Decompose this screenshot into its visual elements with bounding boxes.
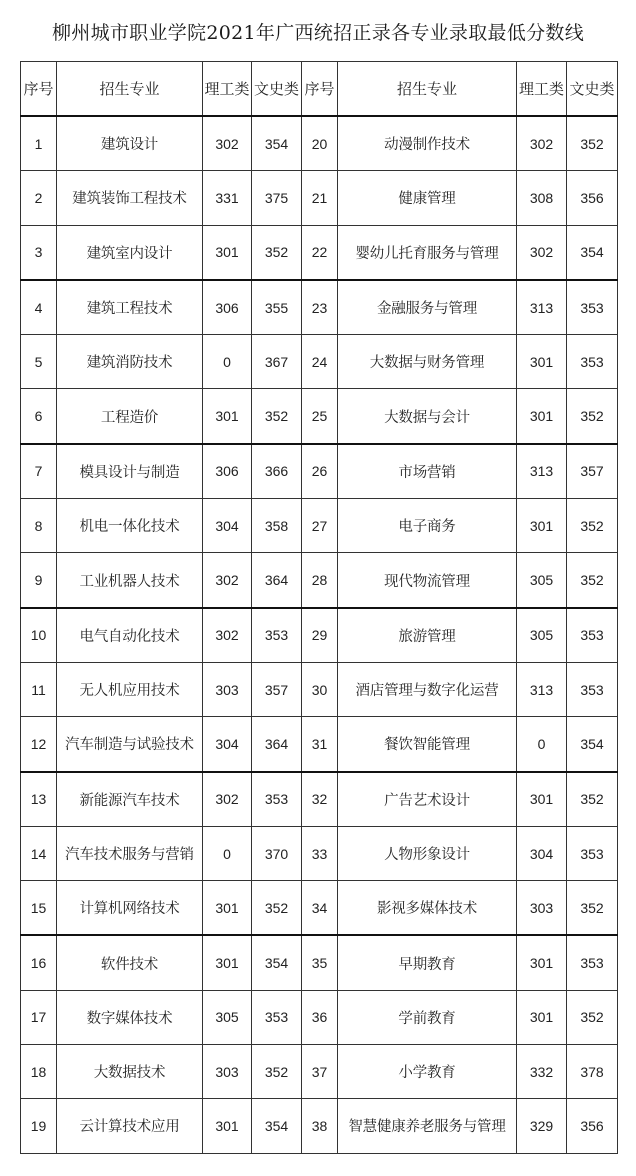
right-major-cell: 小学教育 <box>338 1045 517 1099</box>
admission-score-table <box>20 61 618 1154</box>
right-seq-cell: 25 <box>302 389 338 444</box>
left-major-cell: 模具设计与制造 <box>57 444 203 499</box>
right-arts-cell: 352 <box>567 553 618 608</box>
left-science-cell: 306 <box>203 280 252 335</box>
right-arts-cell: 353 <box>567 935 618 990</box>
right-arts-cell: 353 <box>567 826 618 880</box>
left-arts-cell: 366 <box>252 444 302 499</box>
table-row <box>21 225 618 280</box>
table-row <box>21 389 618 444</box>
header-arts-left: 文史类 <box>252 62 302 117</box>
table-row <box>21 280 618 335</box>
table-row <box>21 444 618 499</box>
right-major-cell: 旅游管理 <box>338 608 517 663</box>
right-seq-cell: 35 <box>302 935 338 990</box>
header-major-right: 招生专业 <box>338 62 517 117</box>
left-arts-cell: 353 <box>252 772 302 827</box>
left-major-cell: 建筑消防技术 <box>57 335 203 389</box>
left-seq-cell: 4 <box>21 280 57 335</box>
right-major-cell: 智慧健康养老服务与管理 <box>338 1099 517 1153</box>
left-seq-cell: 1 <box>21 116 57 171</box>
right-arts-cell: 354 <box>567 717 618 772</box>
right-seq-cell: 33 <box>302 826 338 880</box>
right-science-cell: 301 <box>517 772 567 827</box>
left-arts-cell: 354 <box>252 116 302 171</box>
left-science-cell: 301 <box>203 1099 252 1153</box>
right-seq-cell: 27 <box>302 499 338 553</box>
right-seq-cell: 36 <box>302 990 338 1044</box>
header-science-right: 理工类 <box>517 62 567 117</box>
table-body <box>21 116 618 1153</box>
left-major-cell: 软件技术 <box>57 935 203 990</box>
left-arts-cell: 367 <box>252 335 302 389</box>
left-major-cell: 计算机网络技术 <box>57 881 203 936</box>
right-major-cell: 广告艺术设计 <box>338 772 517 827</box>
right-arts-cell: 356 <box>567 171 618 225</box>
table-row <box>21 116 618 171</box>
left-seq-cell: 14 <box>21 826 57 880</box>
left-arts-cell: 354 <box>252 1099 302 1153</box>
table-header-row <box>21 62 618 117</box>
table-row <box>21 935 618 990</box>
left-arts-cell: 357 <box>252 662 302 716</box>
left-major-cell: 新能源汽车技术 <box>57 772 203 827</box>
left-seq-cell: 12 <box>21 717 57 772</box>
left-seq-cell: 8 <box>21 499 57 553</box>
right-science-cell: 305 <box>517 608 567 663</box>
left-major-cell: 建筑室内设计 <box>57 225 203 280</box>
right-science-cell: 304 <box>517 826 567 880</box>
left-arts-cell: 370 <box>252 826 302 880</box>
left-major-cell: 汽车技术服务与营销 <box>57 826 203 880</box>
right-science-cell: 301 <box>517 499 567 553</box>
left-seq-cell: 9 <box>21 553 57 608</box>
left-science-cell: 306 <box>203 444 252 499</box>
right-major-cell: 大数据与会计 <box>338 389 517 444</box>
left-seq-cell: 13 <box>21 772 57 827</box>
right-major-cell: 影视多媒体技术 <box>338 881 517 936</box>
table-row <box>21 772 618 827</box>
left-arts-cell: 353 <box>252 608 302 663</box>
right-science-cell: 305 <box>517 553 567 608</box>
right-seq-cell: 30 <box>302 662 338 716</box>
table-row <box>21 499 618 553</box>
right-arts-cell: 357 <box>567 444 618 499</box>
right-seq-cell: 22 <box>302 225 338 280</box>
table-row <box>21 990 618 1044</box>
table-row <box>21 881 618 936</box>
left-arts-cell: 364 <box>252 553 302 608</box>
left-arts-cell: 375 <box>252 171 302 225</box>
table-row <box>21 826 618 880</box>
right-science-cell: 329 <box>517 1099 567 1153</box>
left-science-cell: 302 <box>203 116 252 171</box>
right-seq-cell: 37 <box>302 1045 338 1099</box>
left-science-cell: 304 <box>203 499 252 553</box>
right-arts-cell: 378 <box>567 1045 618 1099</box>
left-seq-cell: 15 <box>21 881 57 936</box>
right-arts-cell: 352 <box>567 881 618 936</box>
right-major-cell: 大数据与财务管理 <box>338 335 517 389</box>
left-science-cell: 301 <box>203 881 252 936</box>
left-seq-cell: 16 <box>21 935 57 990</box>
right-science-cell: 301 <box>517 935 567 990</box>
right-major-cell: 市场营销 <box>338 444 517 499</box>
right-science-cell: 313 <box>517 662 567 716</box>
right-arts-cell: 353 <box>567 335 618 389</box>
right-major-cell: 金融服务与管理 <box>338 280 517 335</box>
left-arts-cell: 354 <box>252 935 302 990</box>
right-science-cell: 308 <box>517 171 567 225</box>
right-science-cell: 301 <box>517 389 567 444</box>
left-major-cell: 机电一体化技术 <box>57 499 203 553</box>
right-seq-cell: 23 <box>302 280 338 335</box>
right-major-cell: 早期教育 <box>338 935 517 990</box>
left-science-cell: 302 <box>203 772 252 827</box>
right-seq-cell: 29 <box>302 608 338 663</box>
left-science-cell: 301 <box>203 389 252 444</box>
right-science-cell: 303 <box>517 881 567 936</box>
right-major-cell: 酒店管理与数字化运营 <box>338 662 517 716</box>
right-seq-cell: 21 <box>302 171 338 225</box>
right-arts-cell: 353 <box>567 662 618 716</box>
left-major-cell: 无人机应用技术 <box>57 662 203 716</box>
left-seq-cell: 3 <box>21 225 57 280</box>
left-arts-cell: 352 <box>252 225 302 280</box>
left-major-cell: 大数据技术 <box>57 1045 203 1099</box>
left-seq-cell: 11 <box>21 662 57 716</box>
left-seq-cell: 17 <box>21 990 57 1044</box>
right-science-cell: 301 <box>517 990 567 1044</box>
left-science-cell: 303 <box>203 662 252 716</box>
right-major-cell: 动漫制作技术 <box>338 116 517 171</box>
table-row <box>21 1045 618 1099</box>
table-row <box>21 608 618 663</box>
table-row <box>21 662 618 716</box>
left-science-cell: 0 <box>203 335 252 389</box>
left-seq-cell: 2 <box>21 171 57 225</box>
right-major-cell: 婴幼儿托育服务与管理 <box>338 225 517 280</box>
right-seq-cell: 38 <box>302 1099 338 1153</box>
table-row <box>21 717 618 772</box>
left-arts-cell: 353 <box>252 990 302 1044</box>
left-seq-cell: 10 <box>21 608 57 663</box>
right-seq-cell: 31 <box>302 717 338 772</box>
left-arts-cell: 358 <box>252 499 302 553</box>
left-seq-cell: 5 <box>21 335 57 389</box>
left-seq-cell: 18 <box>21 1045 57 1099</box>
right-major-cell: 餐饮智能管理 <box>338 717 517 772</box>
left-major-cell: 工程造价 <box>57 389 203 444</box>
right-science-cell: 302 <box>517 225 567 280</box>
table-row <box>21 335 618 389</box>
right-arts-cell: 353 <box>567 608 618 663</box>
left-major-cell: 云计算技术应用 <box>57 1099 203 1153</box>
left-major-cell: 数字媒体技术 <box>57 990 203 1044</box>
left-major-cell: 工业机器人技术 <box>57 553 203 608</box>
table-row <box>21 171 618 225</box>
right-science-cell: 302 <box>517 116 567 171</box>
right-science-cell: 301 <box>517 335 567 389</box>
right-arts-cell: 352 <box>567 116 618 171</box>
right-science-cell: 332 <box>517 1045 567 1099</box>
right-arts-cell: 352 <box>567 990 618 1044</box>
left-major-cell: 建筑设计 <box>57 116 203 171</box>
left-science-cell: 331 <box>203 171 252 225</box>
right-seq-cell: 28 <box>302 553 338 608</box>
right-arts-cell: 352 <box>567 772 618 827</box>
right-science-cell: 0 <box>517 717 567 772</box>
right-seq-cell: 24 <box>302 335 338 389</box>
right-seq-cell: 34 <box>302 881 338 936</box>
left-arts-cell: 352 <box>252 389 302 444</box>
left-science-cell: 302 <box>203 608 252 663</box>
left-arts-cell: 352 <box>252 1045 302 1099</box>
header-science-left: 理工类 <box>203 62 252 117</box>
right-science-cell: 313 <box>517 280 567 335</box>
right-arts-cell: 354 <box>567 225 618 280</box>
left-seq-cell: 7 <box>21 444 57 499</box>
left-seq-cell: 19 <box>21 1099 57 1153</box>
header-seq-left: 序号 <box>21 62 57 117</box>
left-science-cell: 305 <box>203 990 252 1044</box>
right-science-cell: 313 <box>517 444 567 499</box>
right-arts-cell: 352 <box>567 499 618 553</box>
left-science-cell: 303 <box>203 1045 252 1099</box>
header-major-left: 招生专业 <box>57 62 203 117</box>
left-arts-cell: 355 <box>252 280 302 335</box>
left-major-cell: 建筑工程技术 <box>57 280 203 335</box>
right-arts-cell: 356 <box>567 1099 618 1153</box>
left-science-cell: 302 <box>203 553 252 608</box>
right-major-cell: 学前教育 <box>338 990 517 1044</box>
left-major-cell: 电气自动化技术 <box>57 608 203 663</box>
left-science-cell: 301 <box>203 935 252 990</box>
right-seq-cell: 32 <box>302 772 338 827</box>
header-arts-right: 文史类 <box>567 62 618 117</box>
page-title: 柳州城市职业学院2021年广西统招正录各专业录取最低分数线 <box>51 22 585 44</box>
left-arts-cell: 364 <box>252 717 302 772</box>
left-science-cell: 0 <box>203 826 252 880</box>
table-row <box>21 1099 618 1153</box>
left-major-cell: 建筑装饰工程技术 <box>57 171 203 225</box>
right-major-cell: 人物形象设计 <box>338 826 517 880</box>
right-seq-cell: 26 <box>302 444 338 499</box>
table-row <box>21 553 618 608</box>
left-major-cell: 汽车制造与试验技术 <box>57 717 203 772</box>
right-arts-cell: 352 <box>567 389 618 444</box>
left-science-cell: 304 <box>203 717 252 772</box>
left-seq-cell: 6 <box>21 389 57 444</box>
right-major-cell: 电子商务 <box>338 499 517 553</box>
header-seq-right: 序号 <box>302 62 338 117</box>
left-science-cell: 301 <box>203 225 252 280</box>
right-major-cell: 健康管理 <box>338 171 517 225</box>
left-arts-cell: 352 <box>252 881 302 936</box>
right-major-cell: 现代物流管理 <box>338 553 517 608</box>
right-seq-cell: 20 <box>302 116 338 171</box>
right-arts-cell: 353 <box>567 280 618 335</box>
